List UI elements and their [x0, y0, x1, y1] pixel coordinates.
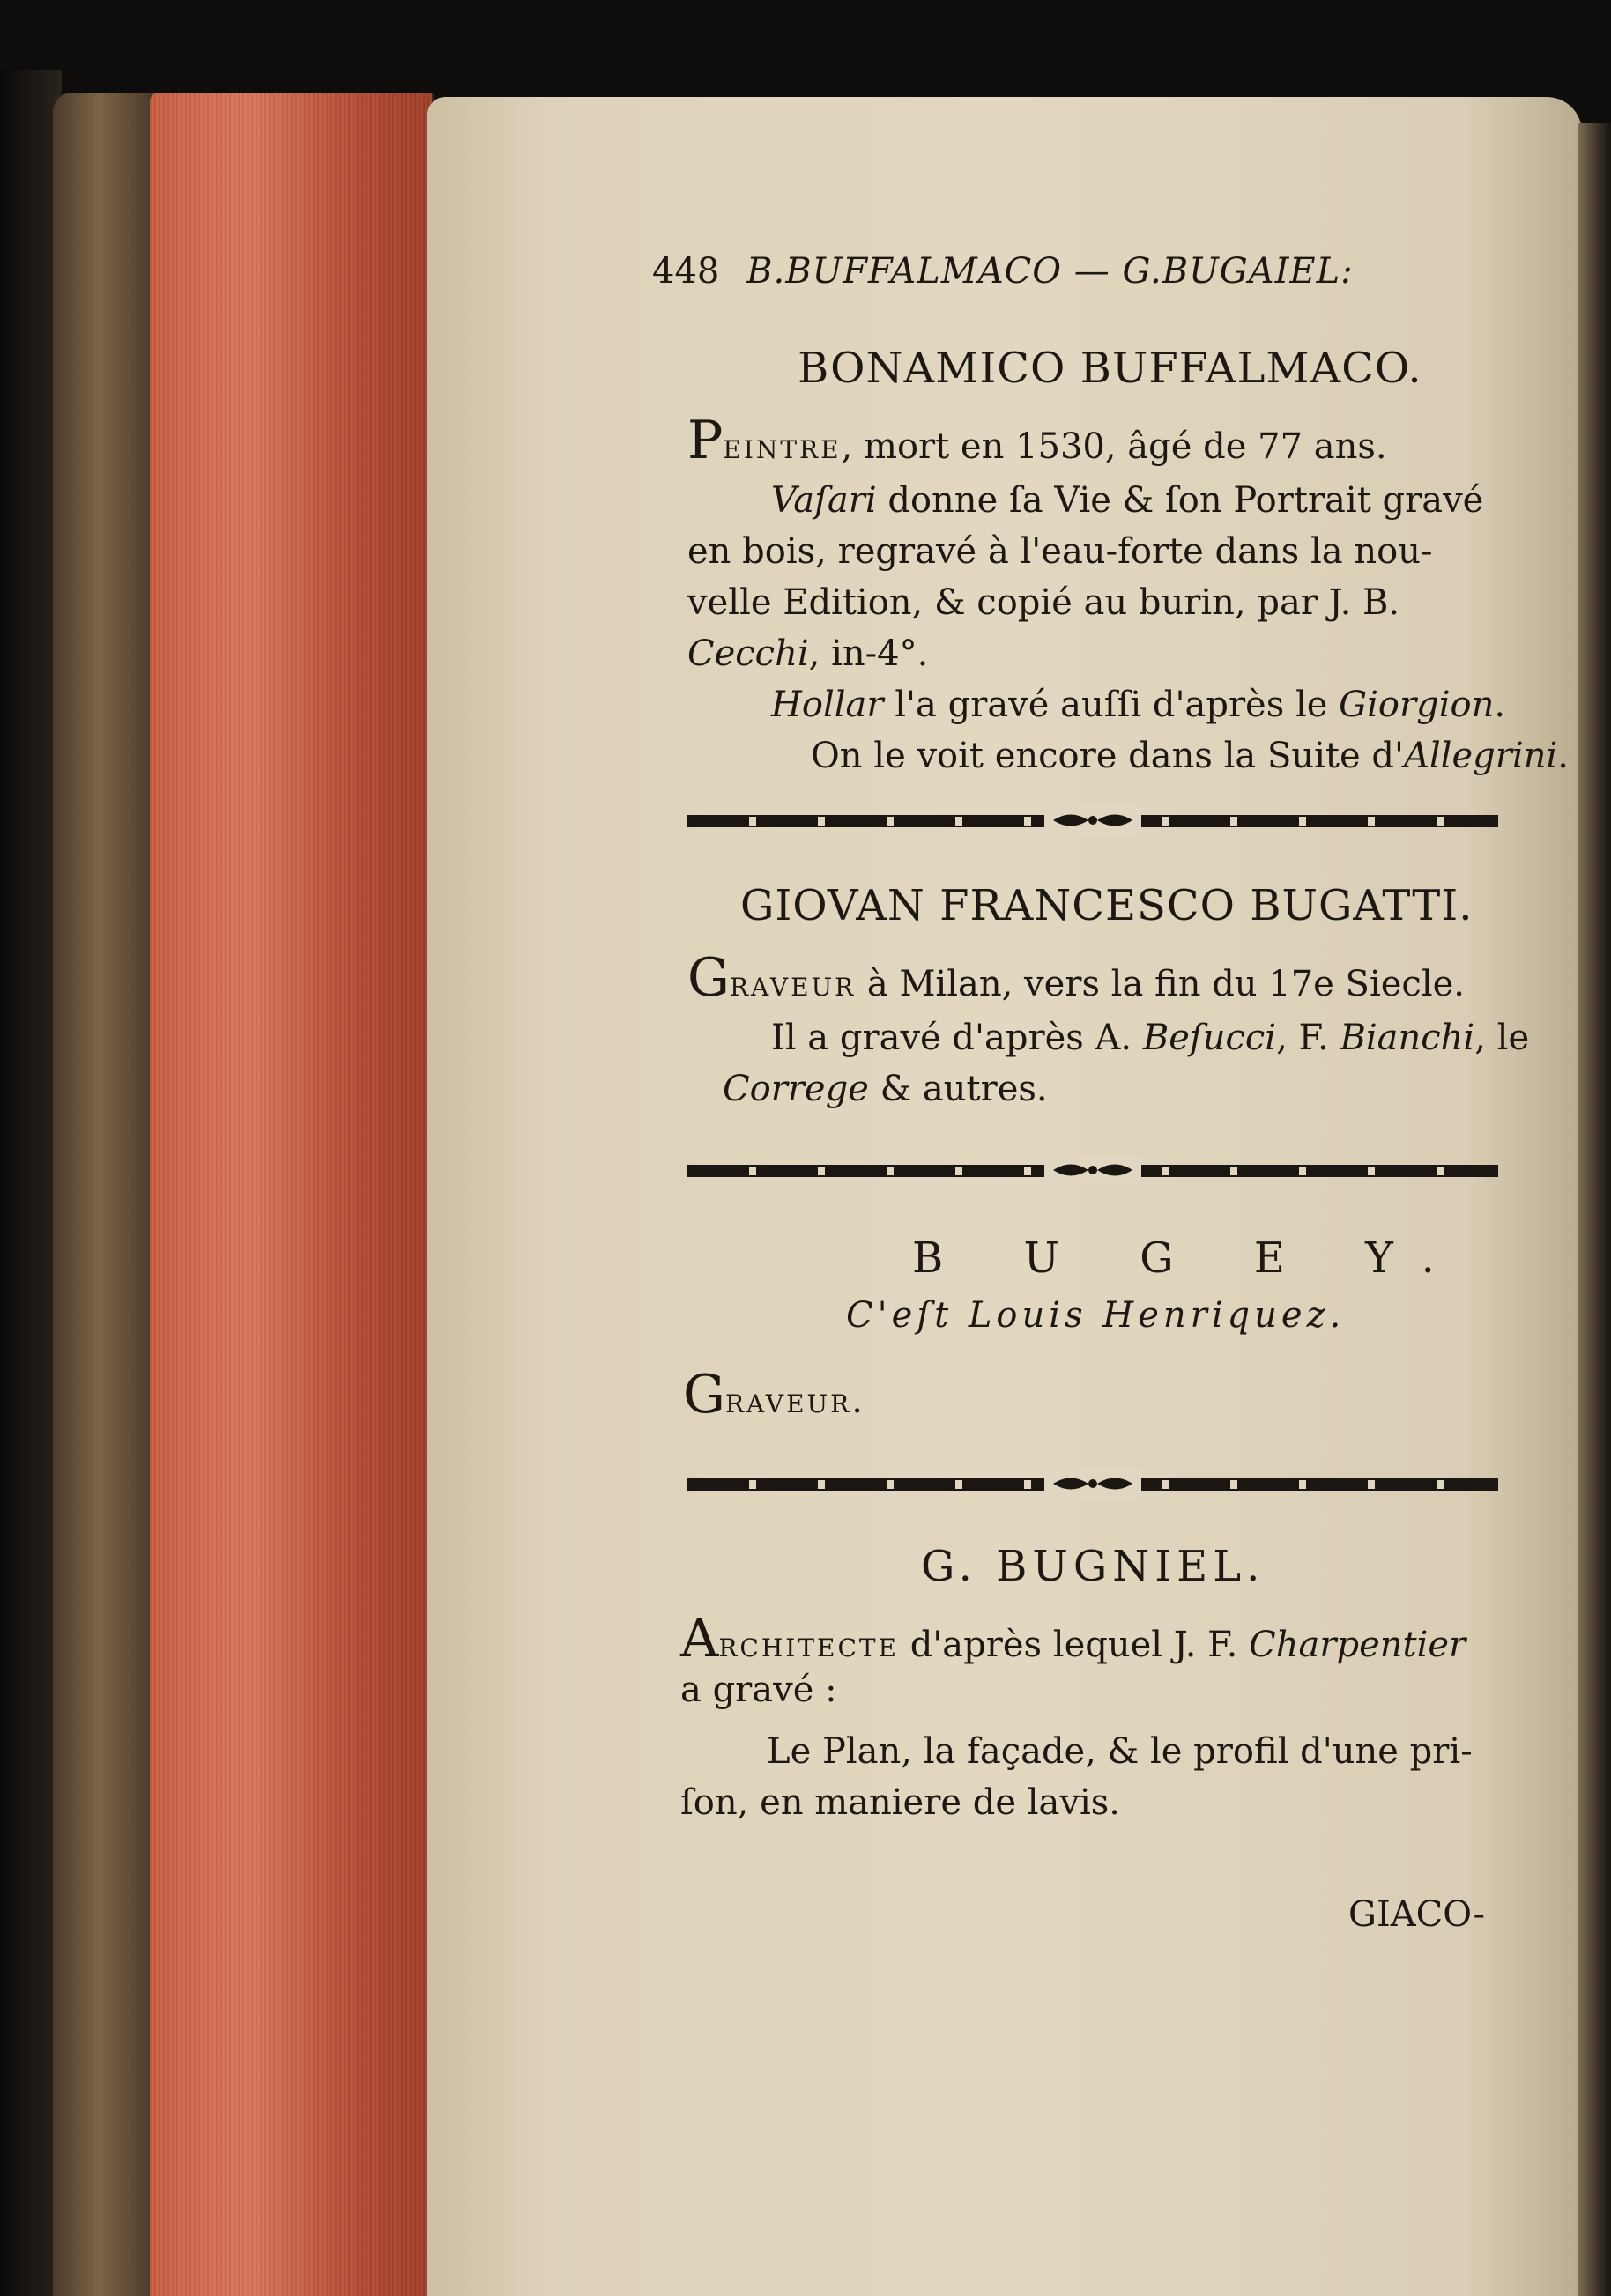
- text-line: velle Edition, & copié au burin, par J. B.: [687, 582, 1400, 623]
- catchword: GIACO-: [1348, 1894, 1486, 1935]
- text-line: Vaſari donne ſa Vie & ſon Portrait gravé: [771, 480, 1484, 521]
- text-line: ſon, en maniere de lavis.: [680, 1782, 1121, 1823]
- text-line: Cecchi, in-4°.: [687, 633, 929, 674]
- entry-title-bugey: B U G E Y.: [912, 1233, 1468, 1283]
- entry-intro: GRAVEUR à Milan, vers la fin du 17e Siecle.: [687, 947, 1466, 1009]
- entry-subtitle: C'eſt Louis Henriquez.: [846, 1295, 1346, 1336]
- entry-title-buffalmaco: BONAMICO BUFFALMACO.: [798, 344, 1422, 393]
- fleuron-ornament-icon: [1044, 1155, 1141, 1185]
- text-line: Correge & autres.: [723, 1069, 1048, 1109]
- fleuron-ornament-icon: [1044, 805, 1141, 835]
- text-line: en bois, regravé à l'eau-forte dans la nou-: [687, 531, 1433, 572]
- text-line: a gravé :: [680, 1670, 837, 1710]
- running-title: B.BUFFALMACO — G.BUGAIEL:: [746, 251, 1354, 292]
- entry-intro: ARCHITECTE d'après lequel J. F. Charpentier: [680, 1608, 1466, 1670]
- text-line: Il a gravé d'après A. Beſucci, F. Bianchi, le: [771, 1018, 1530, 1058]
- entry-intro: GRAVEUR.: [683, 1364, 863, 1426]
- text-line: On le voit encore dans la Suite d'Allegrini.: [811, 736, 1569, 776]
- running-head: [652, 251, 1354, 292]
- entry-title-bugatti: GIOVAN FRANCESCO BUGATTI.: [740, 881, 1474, 930]
- page-number: 448: [652, 251, 720, 292]
- text-line: Hollar l'a gravé auſſi d'après le Giorgion.: [771, 685, 1506, 725]
- entry-intro: PEINTRE, mort en 1530, âgé de 77 ans.: [687, 410, 1387, 471]
- text-line: Le Plan, la façade, & le profil d'une pri-: [767, 1731, 1473, 1772]
- entry-title-bugniel: G. BUGNIEL.: [921, 1542, 1266, 1591]
- fleuron-ornament-icon: [1044, 1469, 1141, 1499]
